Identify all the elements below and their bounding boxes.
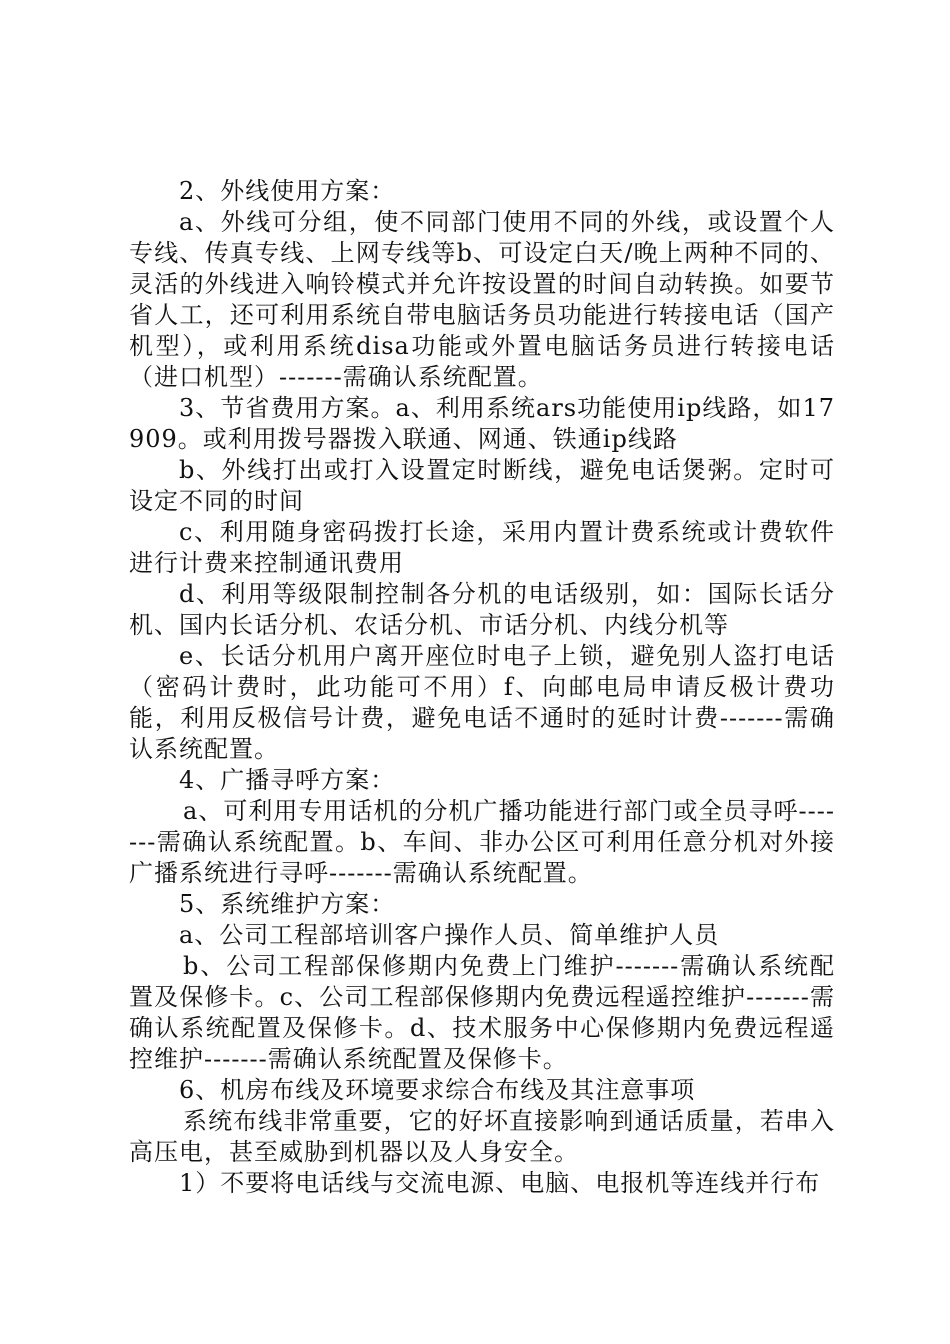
paragraph-timed-disconnect: b、外线打出或打入设置定时断线，避免电话煲粥。定时可设定不同的时间 xyxy=(129,456,835,515)
section-heading-wiring: 6、机房布线及环境要求综合布线及其注意事项 xyxy=(179,1076,696,1104)
paragraph-wiring-rule-1: 1）不要将电话线与交流电源、电脑、电报机等连线并行布 xyxy=(179,1169,821,1197)
section-heading-maintenance: 5、系统维护方案： xyxy=(179,890,396,918)
section-heading-outside-lines: 2、外线使用方案： xyxy=(179,177,396,205)
section-heading-broadcast: 4、广播寻呼方案： xyxy=(179,766,396,794)
document-body xyxy=(129,176,835,1199)
paragraph-warranty-maintenance: b、公司工程部保修期内免费上门维护-------需确认系统配置及保修卡。c、公司工程部保修期内免费远程遥控维护-------需确认系统配置及保修卡。d、技术服务中心保修期内免费远程遥控维护-------需确认系统配置及保修卡。 xyxy=(129,952,835,1073)
paragraph-password-dialing: c、利用随身密码拨打长途，采用内置计费系统或计费软件进行计费来控制通讯费用 xyxy=(129,518,835,577)
paragraph-wiring-importance: 系统布线非常重要，它的好坏直接影响到通话质量，若串入高压电，甚至威胁到机器以及人身安全。 xyxy=(129,1107,835,1166)
paragraph-broadcast-paging: a、可利用专用话机的分机广播功能进行部门或全员寻呼-------需确认系统配置。b、车间、非办公区可利用任意分机对外接广播系统进行寻呼-------需确认系统配置。 xyxy=(129,797,835,887)
paragraph-cost-saving: 3、节省费用方案。a、利用系统ars功能使用ip线路，如17909。或利用拨号器拨入联通、网通、铁通ip线路 xyxy=(129,394,835,453)
paragraph-training: a、公司工程部培训客户操作人员、简单维护人员 xyxy=(179,921,720,949)
paragraph-level-restriction: d、利用等级限制控制各分机的电话级别，如：国际长话分机、国内长话分机、农话分机、市话分机、内线分机等 xyxy=(129,580,835,639)
paragraph-outside-lines-grouping: a、外线可分组，使不同部门使用不同的外线，或设置个人专线、传真专线、上网专线等b、可设定白天/晚上两种不同的、灵活的外线进入响铃模式并允许按设置的时间自动转换。如要节省人工，还可利用系统自带电脑话务员功能进行转接电话（国产机型），或利用系统disa功能或外置电脑话务员进行转接电话（进口机型）-------需确认系统配置。 xyxy=(129,208,835,391)
paragraph-electronic-lock: e、长话分机用户离开座位时电子上锁，避免别人盗打电话（密码计费时，此功能可不用）f、向邮电局申请反极计费功能，利用反极信号计费，避免电话不通时的延时计费-------需确认系统配置。 xyxy=(129,642,835,763)
